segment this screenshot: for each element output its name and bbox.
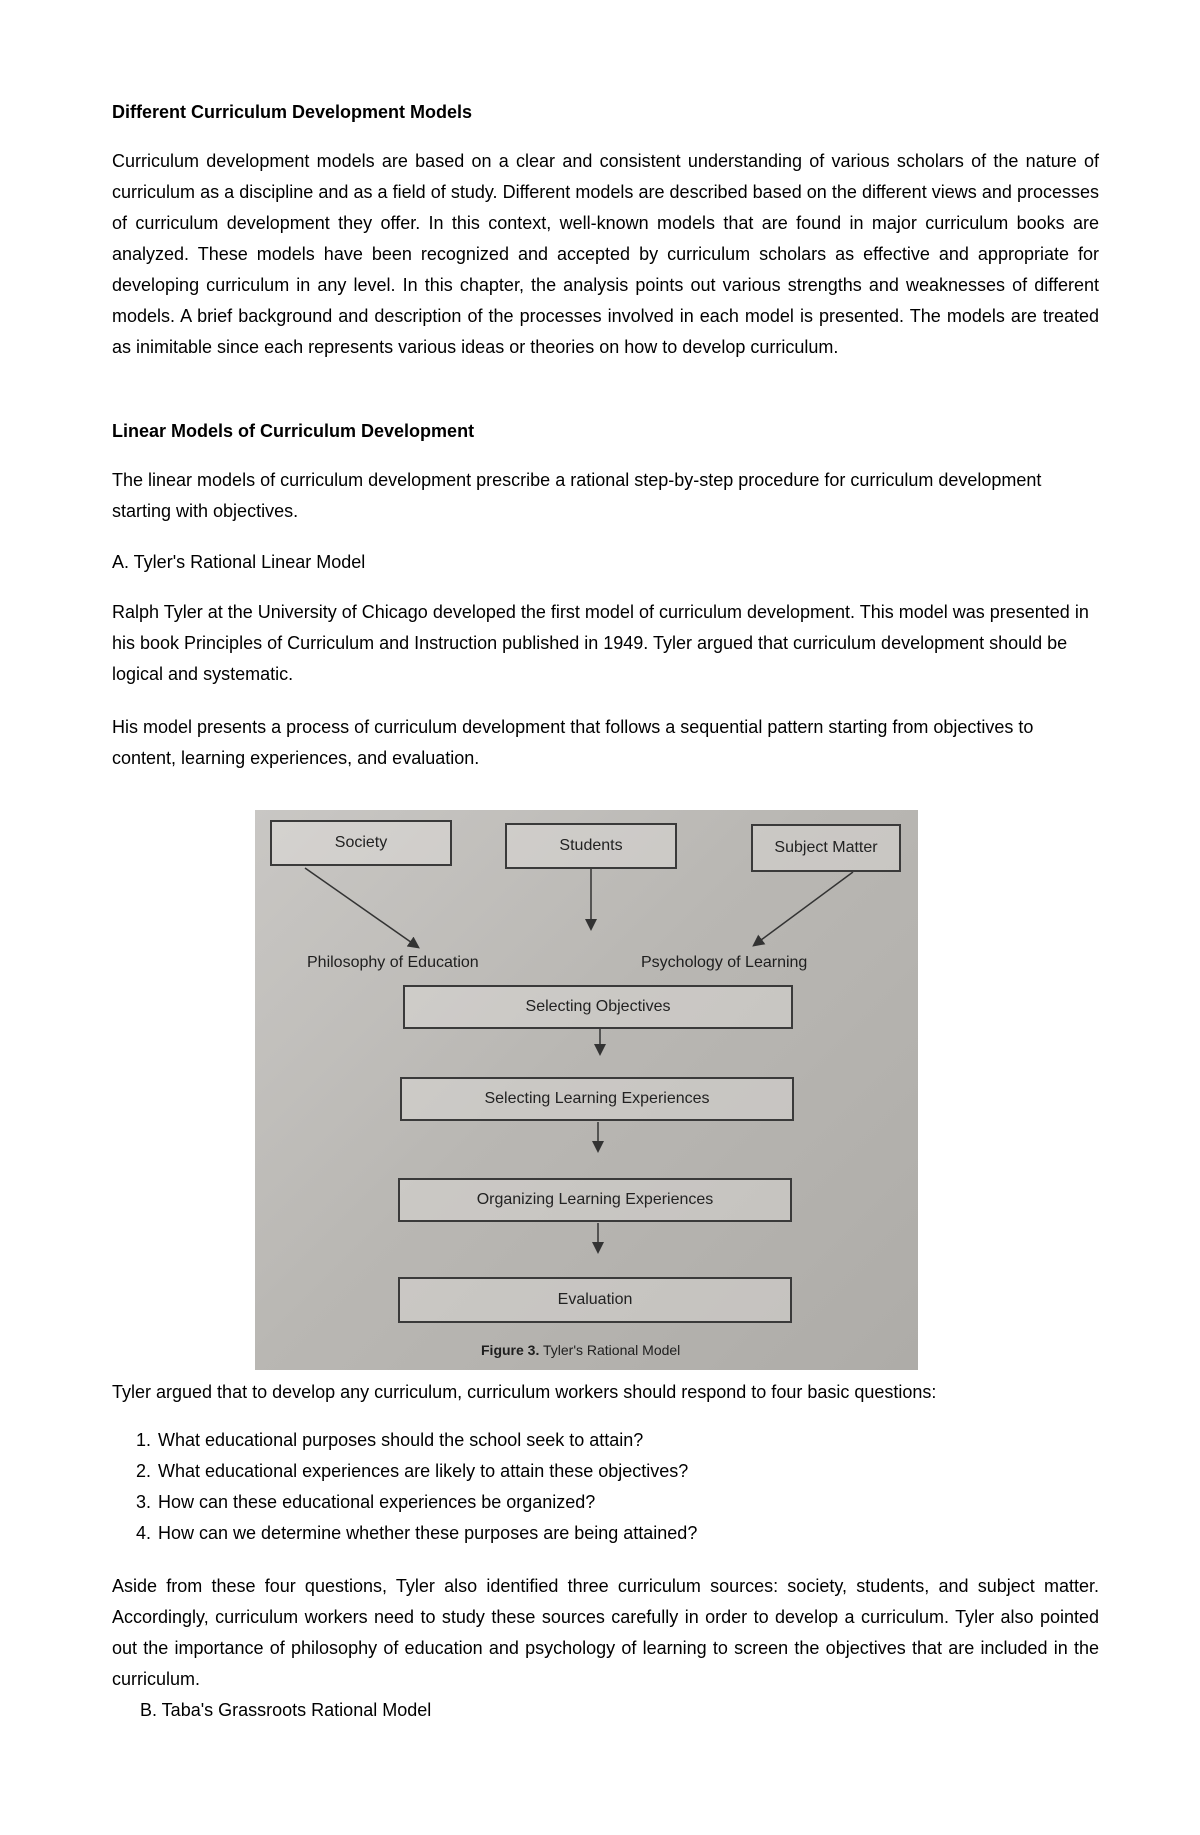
organizing-learning-experiences-label: Organizing Learning Experiences [476, 1191, 714, 1208]
intro-paragraph: Curriculum development models are based on a clear and consistent understanding of various scholars of the nature of curriculum as a discipline and as a field of study. Different models are described based on the different views and processes of curriculum development they offer. In this context, well-known models that are found in major curriculum books are analyzed. These models have been recognized and accepted by curriculum scholars as effective and appropriate for developing curriculum in any level. In this chapter, the analysis points out various strengths and weaknesses of different models. A brief background and description of the processes involved in each model is presented. The models are treated as inimitable since each represents various ideas or theories on how to develop curriculum. [112, 151, 1099, 357]
list-text: What educational experiences are likely to attain these objectives? [158, 1461, 689, 1481]
list-text: What educational purposes should the school seek to attain? [158, 1430, 644, 1450]
list-number: 1. [136, 1430, 152, 1450]
list-number: 4. [136, 1523, 152, 1543]
tyler-model-figure [255, 810, 918, 1370]
figure-caption-text: Tyler's Rational Model [543, 1342, 681, 1358]
linear-models-heading: Linear Models of Curriculum Development [112, 421, 475, 441]
list-item [136, 1456, 697, 1487]
sources-paragraph: Aside from these four questions, Tyler also identified three curriculum sources: society, students, and subject matter. Accordingly, curriculum workers need to study these sources carefully in order to develop a curriculum. Tyler also pointed out the importance of philosophy of education and psychology of learning to screen the objectives that are included in the curriculum. [112, 1576, 1099, 1689]
list-text: How can we determine whether these purposes are being attained? [158, 1523, 698, 1543]
questions-list [136, 1425, 697, 1549]
questions-intro: Tyler argued that to develop any curriculum, curriculum workers should respond to four basic questions: [112, 1382, 937, 1402]
philosophy-of-education-label: Philosophy of Education [307, 954, 479, 971]
selecting-objectives-label: Selecting Objectives [525, 998, 671, 1015]
tyler-paragraph-2: His model presents a process of curriculum development that follows a sequential pattern starting from objectives to content, learning experiences, and evaluation. [112, 717, 1034, 768]
tyler-model-heading: A. Tyler's Rational Linear Model [112, 552, 366, 572]
organizing-learning-experiences-box [398, 1178, 792, 1222]
list-item [136, 1487, 697, 1518]
psychology-of-learning-label: Psychology of Learning [641, 954, 808, 971]
selecting-learning-experiences-box [400, 1077, 794, 1121]
subject-matter-arrow [757, 872, 853, 943]
figure-caption-number: Figure 3. [481, 1342, 540, 1358]
evaluation-box [398, 1277, 792, 1323]
society-arrow [305, 868, 415, 945]
society-label: Society [334, 834, 388, 851]
list-item [136, 1425, 697, 1456]
list-number: 2. [136, 1461, 152, 1481]
students-box [505, 823, 677, 869]
subject-matter-label: Subject Matter [774, 839, 878, 856]
figure-caption [481, 1342, 680, 1358]
list-item [136, 1518, 697, 1549]
list-text: How can these educational experiences be organized? [158, 1492, 596, 1512]
subject-matter-box [751, 824, 901, 872]
tyler-paragraph-1: Ralph Tyler at the University of Chicago developed the first model of curriculum development. This model was presented in his book Principles of Curriculum and Instruction published in 1949. Tyler argued that curriculum development should be logical and systematic. [112, 602, 1089, 684]
evaluation-label: Evaluation [557, 1291, 633, 1308]
taba-model-heading: B. Taba's Grassroots Rational Model [140, 1700, 432, 1720]
selecting-learning-experiences-label: Selecting Learning Experiences [484, 1090, 710, 1107]
page-title: Different Curriculum Development Models [112, 102, 473, 122]
linear-models-intro: The linear models of curriculum development prescribe a rational step-by-step procedure for curriculum development starting with objectives. [112, 470, 1042, 521]
selecting-objectives-box [403, 985, 793, 1029]
students-label: Students [559, 837, 623, 854]
society-box [270, 820, 452, 866]
list-number: 3. [136, 1492, 152, 1512]
